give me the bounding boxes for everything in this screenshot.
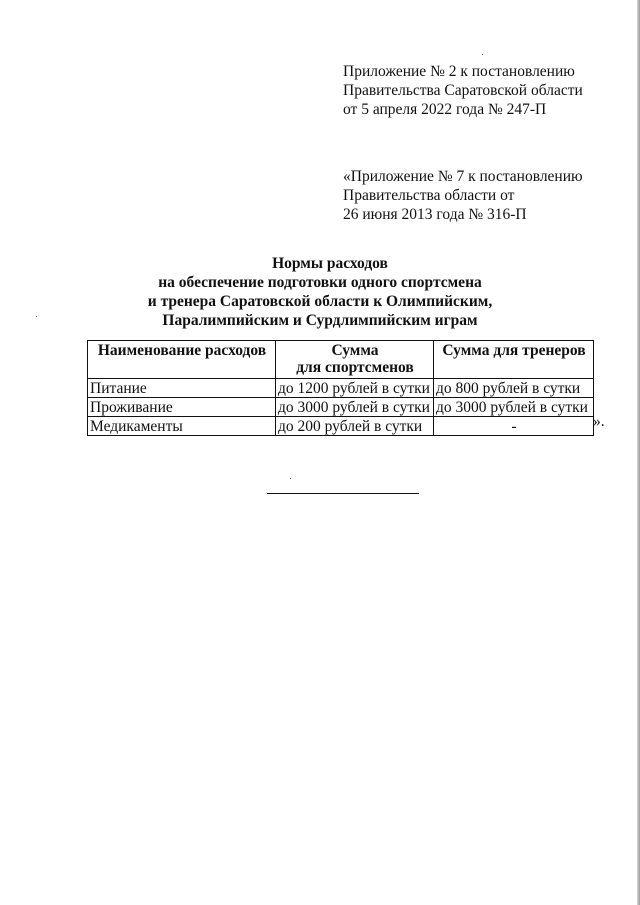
table-row (88, 398, 594, 417)
scan-speck (290, 478, 291, 479)
title-line-4: Паралимпийским и Сурдлимпийским играм (162, 312, 478, 329)
title-line-2: на обеспечение подготовки одного спортсмена (158, 274, 482, 291)
header-athlete-amount (276, 341, 434, 379)
title-line-1: Нормы расходов (272, 255, 388, 272)
cell-coach-amount: до 3000 рублей в сутки (434, 398, 594, 417)
document-title (0, 254, 640, 330)
closing-quote: ». (593, 413, 605, 430)
cell-expense-name: Медикаменты (88, 417, 276, 436)
end-separator-line (267, 493, 419, 494)
cell-coach-amount: - (434, 417, 594, 436)
cell-coach-amount: до 800 рублей в сутки (434, 379, 594, 398)
cell-athlete-amount: до 3000 рублей в сутки (276, 398, 434, 417)
scan-speck (36, 316, 37, 317)
header-athlete-amount-text: Сумма для спортсменов (296, 342, 414, 376)
attachment-1-line-1: Приложение № 2 к постановлению (343, 63, 575, 80)
attachment-2-line-3: 26 июня 2013 года № 316-П (343, 206, 527, 223)
table-row (88, 417, 594, 436)
title-line-3: и тренера Саратовской области к Олимпийским, (147, 293, 493, 310)
cell-athlete-amount: до 1200 рублей в сутки (276, 379, 434, 398)
table-header-row (88, 341, 594, 379)
cell-expense-name: Питание (88, 379, 276, 398)
attachment-2-line-1: «Приложение № 7 к постановлению (343, 168, 583, 185)
attachment-1-line-3: от 5 апреля 2022 года № 247-П (343, 101, 547, 118)
expense-norms-table (87, 340, 594, 436)
header-expense-name: Наименование расходов (88, 341, 276, 379)
header-coach-amount: Сумма для тренеров (434, 341, 594, 379)
cell-athlete-amount: до 200 рублей в сутки (276, 417, 434, 436)
attachment-1-line-2: Правительства Саратовской области (343, 82, 583, 99)
table-row (88, 379, 594, 398)
scan-speck (482, 54, 483, 55)
attachment-reference-1 (343, 62, 583, 119)
attachment-reference-2 (343, 167, 583, 224)
attachment-2-line-2: Правительства области от (343, 187, 515, 204)
cell-expense-name: Проживание (88, 398, 276, 417)
